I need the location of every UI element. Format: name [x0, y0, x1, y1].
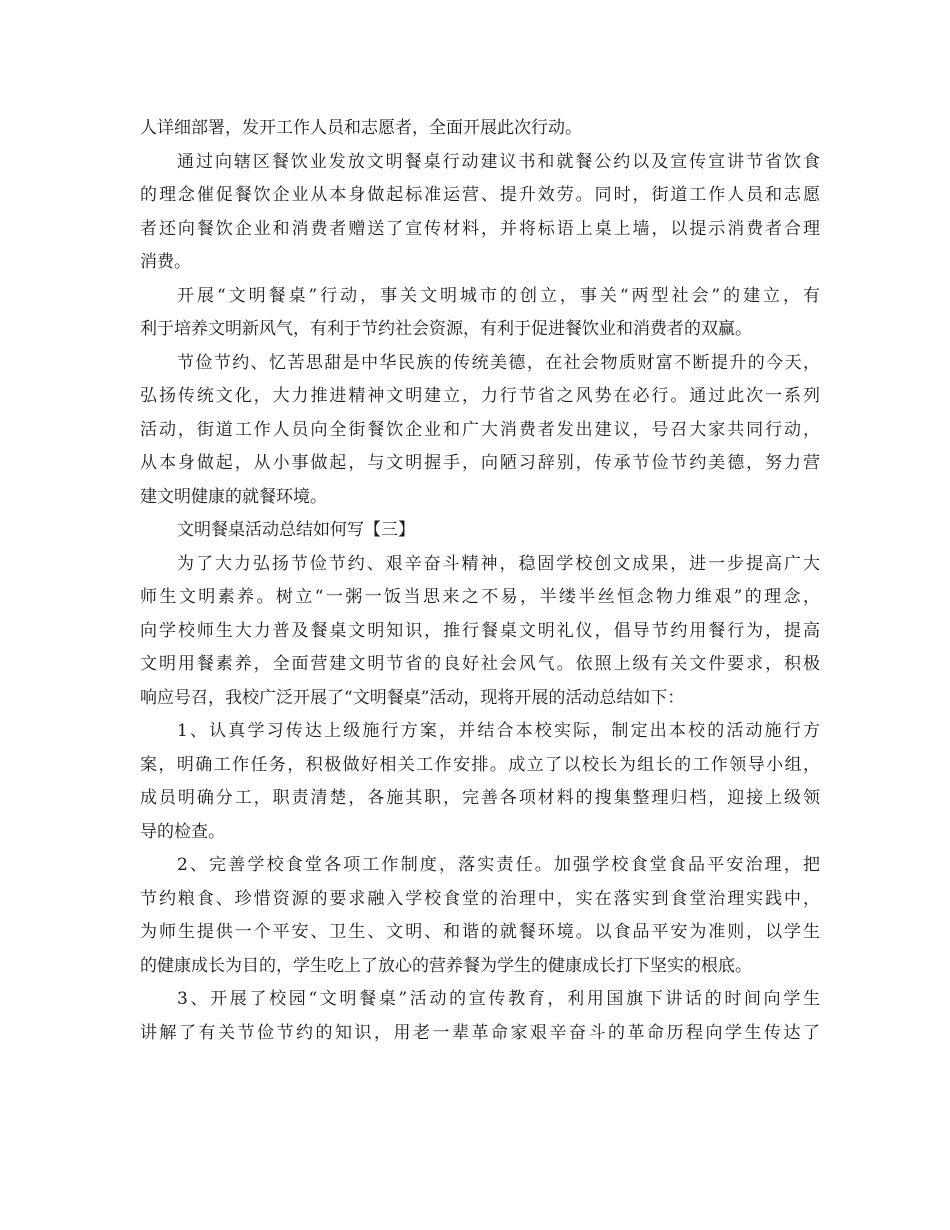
text-line: 案，明确工作任务，积极做好相关工作安排。成立了以校长为组长的工作领导小组，: [140, 754, 820, 775]
text-line: 者还向餐饮企业和消费者赠送了宣传材料，并将标语上桌上墙，以提示消费者合理: [140, 218, 820, 239]
text-line: 导的检查。: [140, 821, 225, 842]
text-line: 利于培养文明新风气，有利于节约社会资源，有利于促进餐饮业和消费者的双赢。: [140, 319, 752, 339]
text-line: 弘扬传统文化，大力推进精神文明建立，力行节省之风势在必行。通过此次一系列: [140, 386, 820, 406]
document-body: [140, 112, 820, 1050]
text-line: 的健康成长为目的，学生吃上了放心的营养餐为学生的健康成长打下坚实的根底。: [140, 955, 752, 976]
text-line: 响应号召，我校广泛开展了“文明餐桌”活动，现将开展的活动总结如下：: [140, 687, 685, 708]
text-line: 成员明确分工，职责清楚，各施其职，完善各项材料的搜集整理归档，迎接上级领: [140, 788, 820, 808]
text-line: 消费。: [140, 252, 191, 272]
text-line: 从本身做起，从小事做起，与文明握手，向陋习辞别，传承节俭节约美德，努力营: [140, 453, 820, 473]
text-line: 活动，街道工作人员向全街餐饮企业和广大消费者发出建议，号召大家共同行动，: [140, 419, 820, 440]
text-line: 2、完善学校食堂各项工作制度，落实责任。加强学校食堂食品平安治理，把: [177, 855, 820, 875]
text-line: 节约粮食、珍惜资源的要求融入学校食堂的治理中，实在落实到食堂治理实践中，: [140, 888, 820, 909]
text-line: 文明用餐素养，全面营建文明节省的良好社会风气。依照上级有关文件要求，积极: [140, 654, 820, 674]
text-line: 为师生提供一个平安、卫生、文明、和谐的就餐环境。以食品平安为准则，以学生: [140, 922, 820, 942]
text-line: 的理念催促餐饮企业从本身做起标准运营、提升效劳。同时，街道工作人员和志愿: [140, 185, 820, 205]
text-line: 3、开展了校园“文明餐桌”活动的宣传教育，利用国旗下讲话的时间向学生: [177, 989, 820, 1009]
text-line: 讲解了有关节俭节约的知识，用老一辈革命家艰辛奋斗的革命历程向学生传达了: [140, 1022, 820, 1043]
text-line: 师生文明素养。树立“一粥一饭当思来之不易，半缕半丝恒念物力维艰”的理念，: [140, 587, 820, 607]
text-line: 1、认真学习传达上级施行方案，并结合本校实际，制定出本校的活动施行方: [177, 721, 820, 741]
text-line: 通过向辖区餐饮业发放文明餐桌行动建议书和就餐公约以及宣传宣讲节省饮食: [177, 151, 820, 172]
text-line: 人详细部署，发开工作人员和志愿者，全面开展此次行动。: [140, 118, 582, 138]
text-line: 节俭节约、忆苦思甜是中华民族的传统美德，在社会物质财富不断提升的今天，: [177, 352, 820, 373]
text-line: 为了大力弘扬节俭节约、艰辛奋斗精神，稳固学校创文成果，进一步提高广大: [177, 553, 820, 574]
text-line: 向学校师生大力普及餐桌文明知识，推行餐桌文明礼仪，倡导节约用餐行为，提高: [140, 620, 820, 641]
text-line: 文明餐桌活动总结如何写【三】: [177, 520, 415, 540]
text-line: 开展“文明餐桌”行动，事关文明城市的创立，事关“两型社会”的建立，有: [177, 285, 820, 306]
text-line: 建文明健康的就餐环境。: [140, 486, 327, 507]
